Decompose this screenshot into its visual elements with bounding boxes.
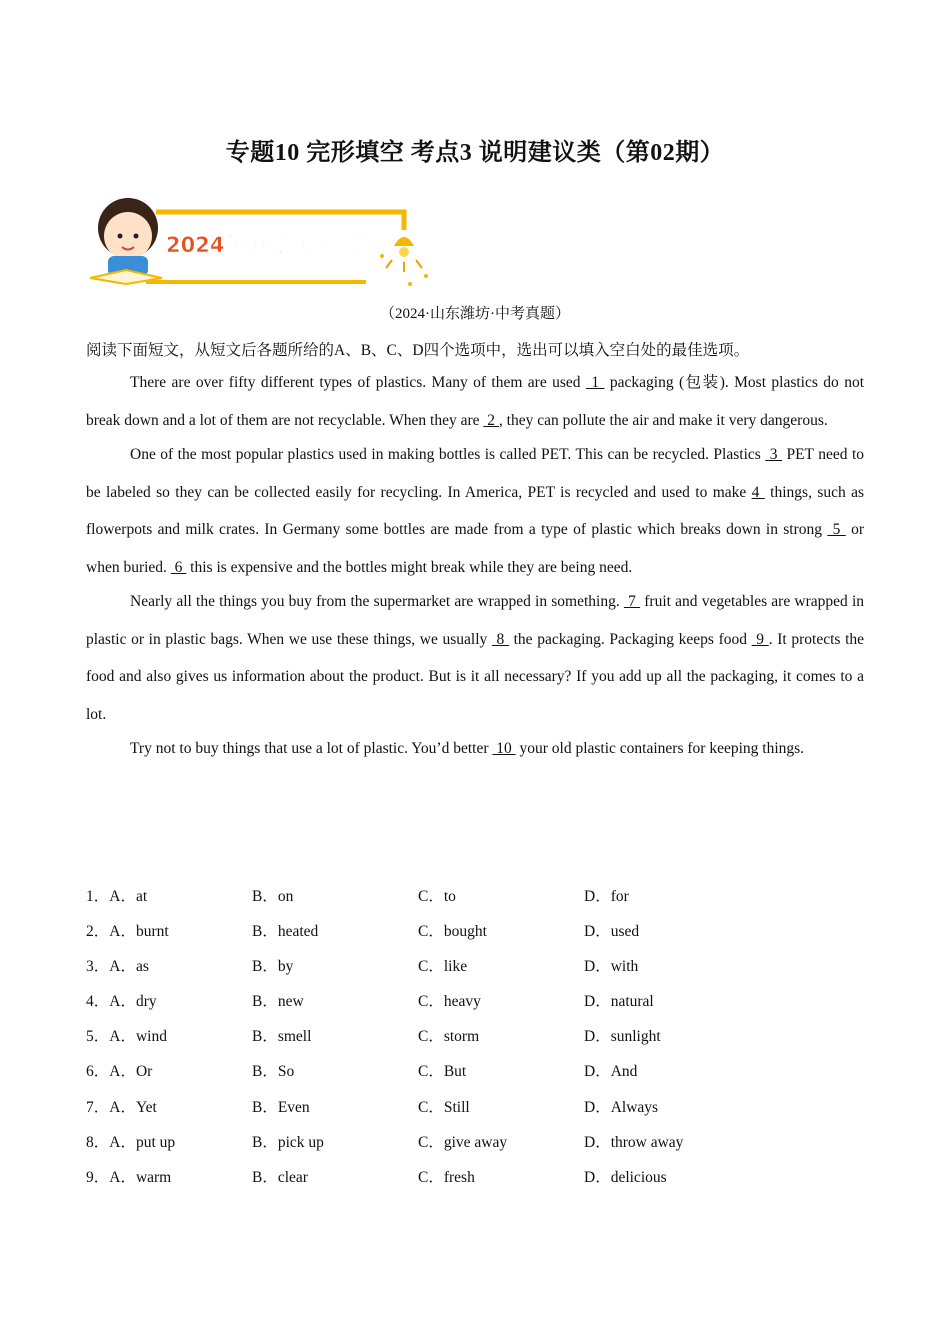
banner-frame [156, 212, 404, 230]
option-d: D．for [584, 888, 629, 905]
question-3-options [86, 950, 886, 985]
blank-8: 8 [491, 630, 509, 648]
question-8-options [86, 1126, 886, 1161]
option-b: B．smell [252, 1028, 312, 1046]
option-b: B．new [252, 993, 304, 1011]
option-c: C．But [418, 1063, 467, 1081]
option-d: D．natural [584, 993, 654, 1011]
blank-5: 5 [827, 521, 846, 538]
question-2-options [86, 915, 886, 950]
option-b: B．heated [252, 923, 319, 941]
option-a: 6．A．Or [86, 1063, 153, 1081]
question-4-options [86, 985, 886, 1020]
option-d: D．sunlight [584, 1028, 661, 1046]
option-a: 7．A．Yet [86, 1098, 157, 1116]
question-5-options [86, 1020, 886, 1055]
paragraph-1: There are over fifty different types of plastics. Many of them are used 1 packaging (包装). Most plastics do not break down and a lot of them are not recyclable. When they are 2 , they can pollute the air and make it very dangerous. [86, 374, 864, 429]
question-9-options [86, 1161, 886, 1196]
option-d: D．Always [584, 1098, 659, 1116]
blank-3: 3 [765, 446, 782, 463]
option-d: D．delicious [584, 1168, 667, 1186]
option-a: 8．A．put up [86, 1133, 176, 1151]
blank-2: 2 [483, 411, 499, 429]
paragraph-4: Try not to buy things that use a lot of plastic. You’d better 10 your old plastic containers for keeping things. [130, 740, 805, 757]
option-c: C．fresh [418, 1168, 475, 1186]
option-c: C．storm [418, 1028, 480, 1046]
source-note: （2024·山东潍坊·中考真题） [380, 306, 570, 322]
option-b: B．pick up [252, 1133, 324, 1151]
paragraph-2: One of the most popular plastics used in making bottles is called PET. This can be recycled. Plastics 3 PET need to be labeled so they can be collected easily for recycling. In America, PET is recycled and used to make 4 things, such as flowerpots and milk crates. In Germany some bottles are made from a type of plastic which breaks down in strong 5 or when buried. 6 this is expensive and the bottles might break while they are being need. [86, 446, 865, 576]
option-b: B．clear [252, 1168, 308, 1186]
blank-10: 10 [492, 740, 516, 757]
option-b: B．Even [252, 1098, 310, 1116]
options-list [86, 880, 886, 1196]
blank-1: 1 [585, 374, 605, 391]
option-d: D．throw away [584, 1133, 684, 1151]
option-c: C．bought [418, 923, 487, 941]
option-c: C．to [418, 888, 456, 905]
option-a: 2．A．burnt [86, 923, 169, 941]
option-b: B．by [252, 958, 294, 976]
question-1-options [86, 880, 886, 915]
boy-face [104, 212, 152, 260]
option-a: 9．A．warm [86, 1168, 172, 1186]
option-b: B．So [252, 1063, 295, 1081]
page-title: 专题10 完形填空 考点3 说明建议类（第02期） [225, 140, 725, 166]
option-c: C．heavy [418, 993, 481, 1011]
option-a: 3．A．as [86, 958, 149, 976]
option-c: C．like [418, 958, 468, 976]
paragraph-3: Nearly all the things you buy from the supermarket are wrapped in something. 7 fruit and vegetables are wrapped in plastic or in plastic bags. When we use these things, we usually 8 the packaging. Packaging keeps food 9 . It protects the food and also gives us information about the product. But is it all necessary? If you add up all the packaging, it comes to a lot. [86, 593, 865, 723]
option-d: D．used [584, 923, 640, 941]
option-a: 4．A．dry [86, 993, 157, 1011]
blank-6: 6 [170, 558, 187, 576]
passage [86, 364, 864, 765]
option-c: C．Still [418, 1098, 470, 1116]
blank-4: 4 [751, 483, 765, 501]
option-b: B．on [252, 888, 294, 905]
blank-9: 9 [751, 630, 769, 648]
option-a: 1．A．at [86, 888, 148, 905]
blank-7: 7 [623, 593, 641, 610]
banner-graphic [86, 190, 436, 290]
question-7-options [86, 1091, 886, 1126]
lamp-icon [394, 237, 414, 246]
instruction: 阅读下面短文，从短文后各题所给的A、B、C、D四个选项中，选出可以填入空白处的最佳选项。 [86, 342, 750, 359]
option-c: C．give away [418, 1133, 508, 1151]
option-a: 5．A．wind [86, 1028, 167, 1046]
question-6-options [86, 1055, 886, 1090]
banner-text: 2024年中考真题速递 [166, 233, 372, 257]
option-d: D．with [584, 958, 639, 976]
option-d: D．And [584, 1063, 638, 1081]
